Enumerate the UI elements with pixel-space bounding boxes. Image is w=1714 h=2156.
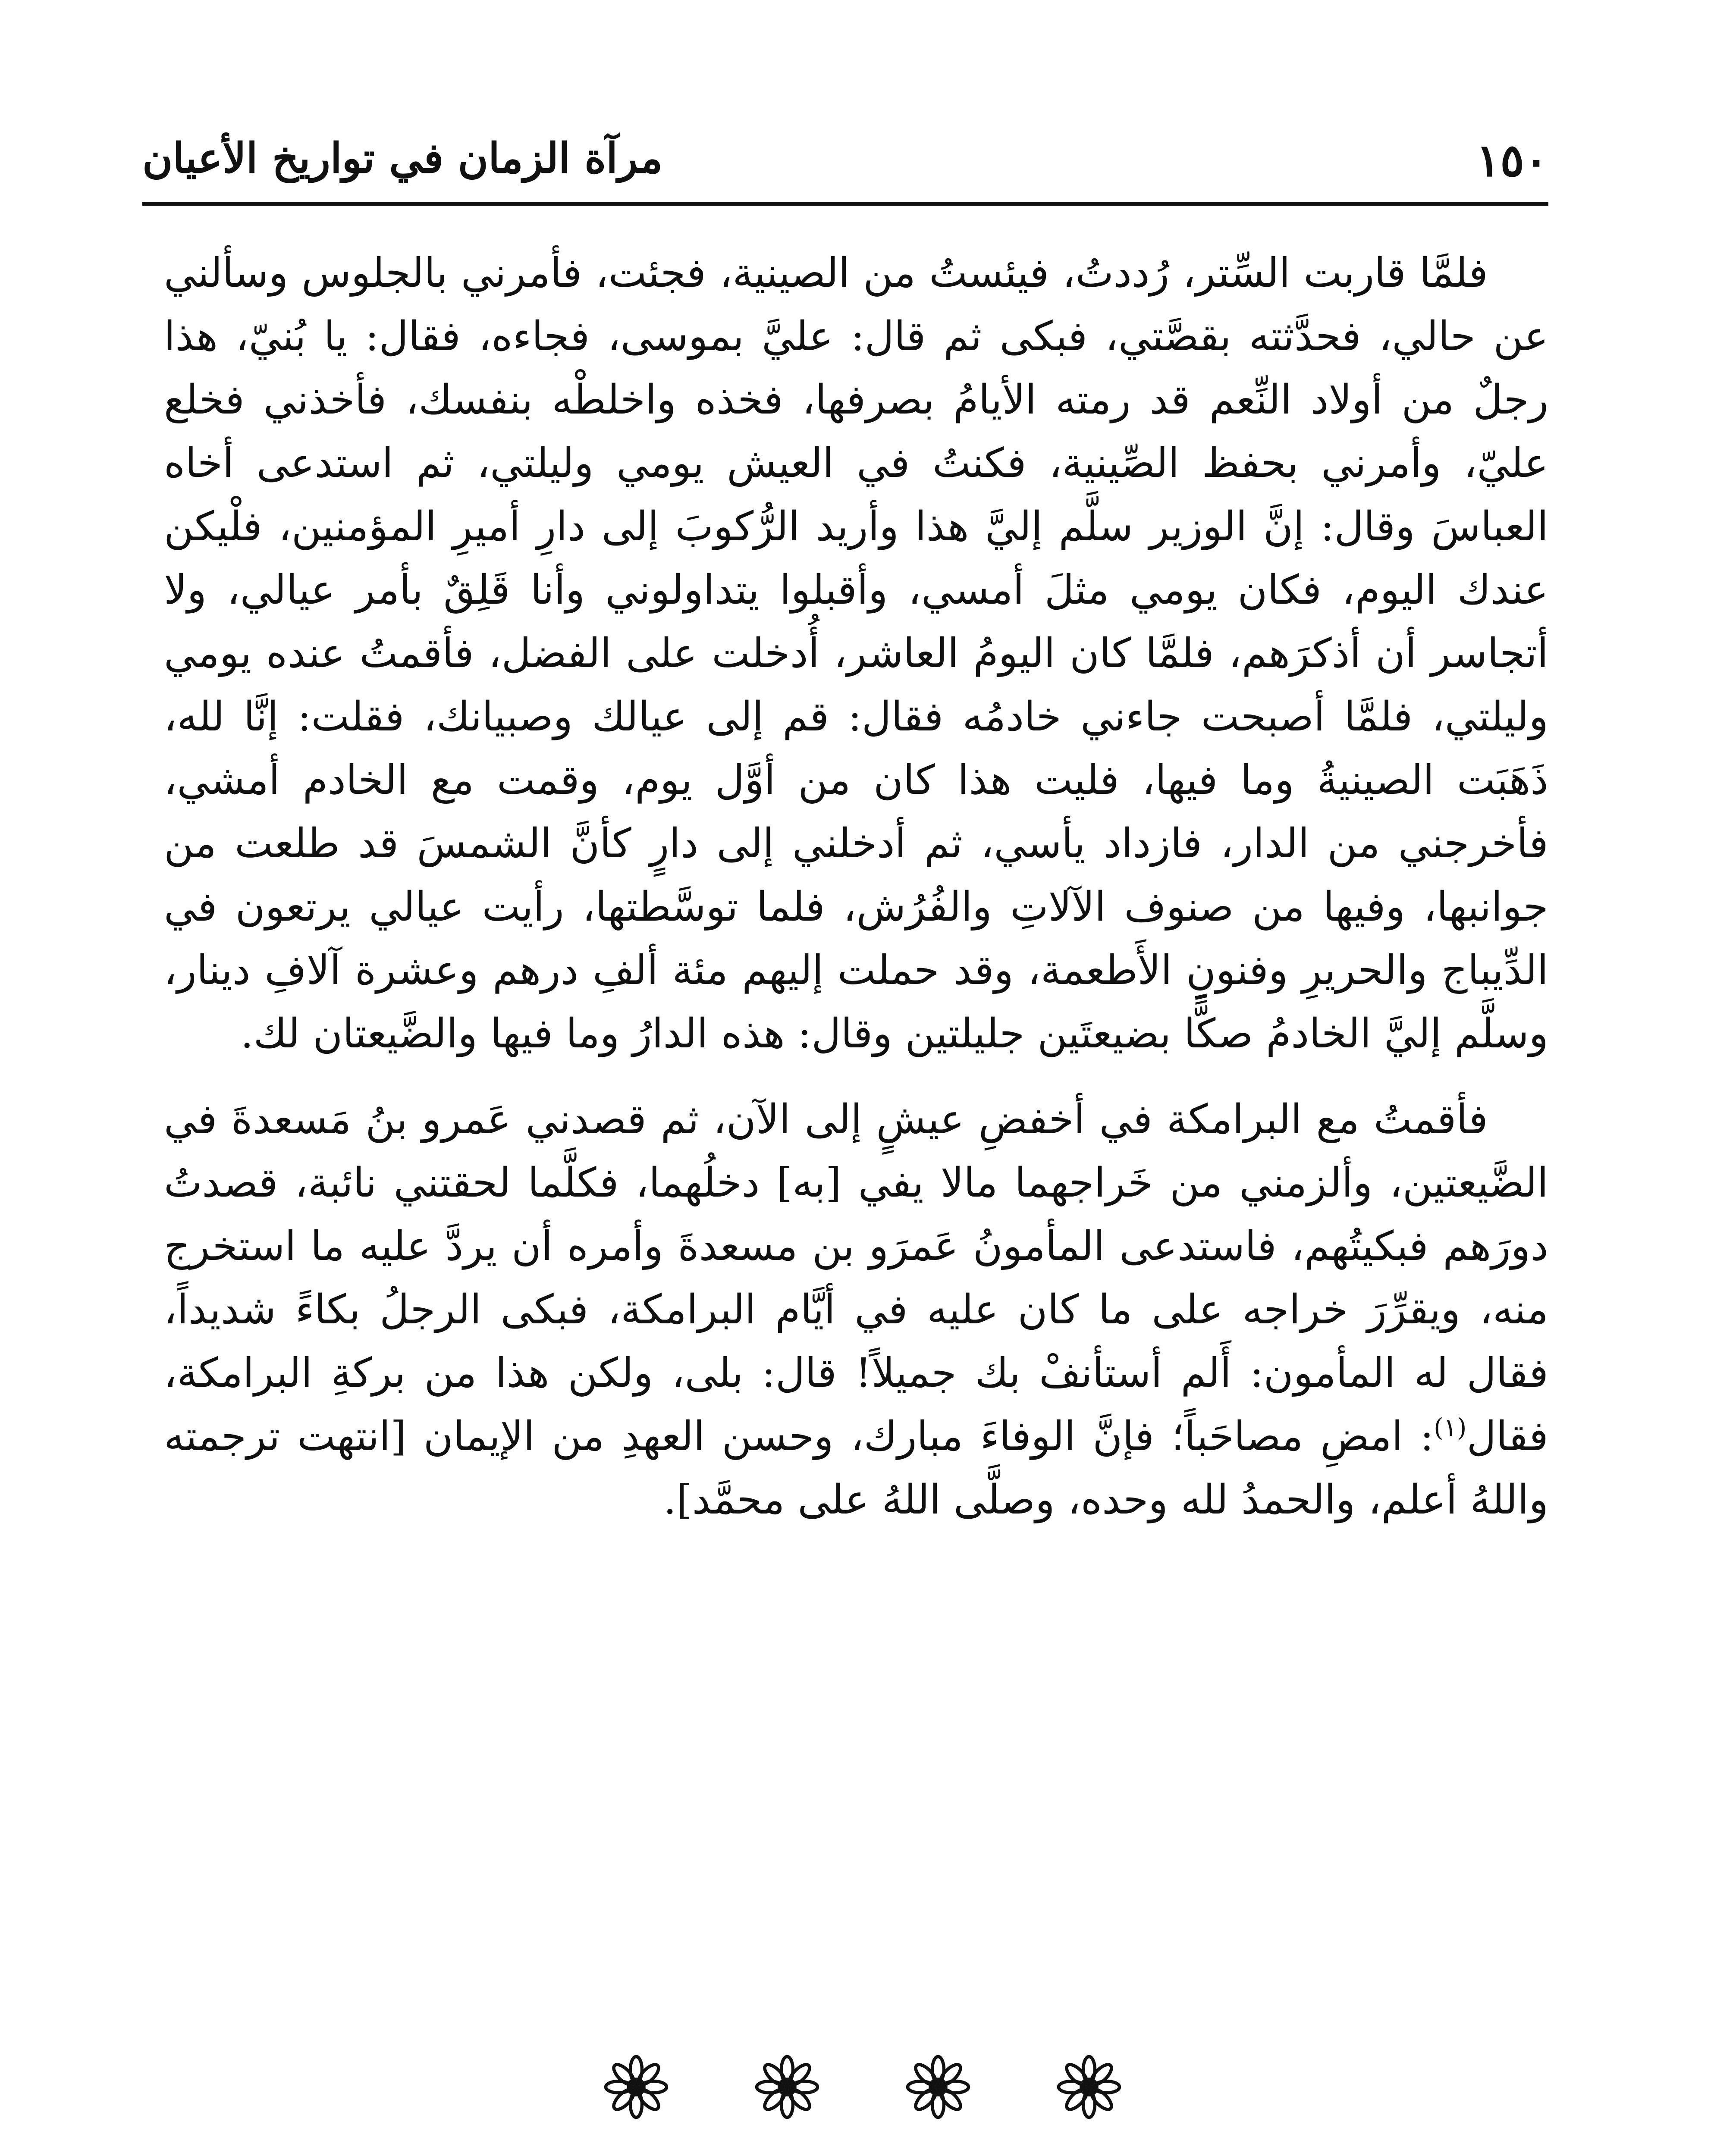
paragraph-2-text: فأقمتُ مع البرامكة في أخفضِ عيشٍ إلى الآن، ثم قصدني عَمرو بنُ مَسعدةَ في الضَّيعتين، وألزمني من خَراجهما مالا يفي [به] دخلُهما، فكلَّما لحقتني نائبة، قصدتُ دورَهم فبكيتُهم، فاستدعى المأمونُ عَمرَو بن مسعدةَ وأمره أن يردَّ عليه ما استخرج منه، ويقرِّرَ خراجه على ما كان عليه في أيَّام البرامكة، فبكى الرجلُ بكاءً شديداً، فقال له المأمون: أَلم أستأنفْ بك جميلاً! قال: بلى، ولكن هذا من بركةِ البرامكة، فقال	[164, 1096, 1548, 1460]
paragraph-2-closing: : امضِ مصاحَباً؛ فإنَّ الوفاءَ مبارك، وحسن العهدِ من الإيمان [انتهت ترجمته واللهُ أعلم، والحمدُ لله وحده، وصلَّى اللهُ على محمَّد].	[164, 1413, 1548, 1523]
page-number: ١٥٠	[1476, 134, 1548, 187]
running-title: مرآة الزمان في تواريخ الأعيان	[142, 134, 663, 182]
paragraph-2	[164, 1088, 1548, 1532]
floral-star-ornament-icon	[604, 2055, 669, 2119]
floral-star-ornament-icon	[906, 2055, 970, 2119]
section-divider-ornaments	[604, 2053, 1121, 2122]
floral-star-ornament-icon	[755, 2055, 819, 2119]
floral-star-ornament-icon	[1057, 2055, 1121, 2119]
paragraph-1: فلمَّا قاربت السِّتر، رُددتُ، فيئستُ من الصينية، فجئت، فأمرني بالجلوس وسألني عن حالي، فحدَّثته بقصَّتي، فبكى ثم قال: عليَّ بموسى، فجاءه، فقال: يا بُنيّ، هذا رجلٌ من أولاد النِّعم قد رمته الأيامُ بصرفها، فخذه واخلطْه بنفسك، فأخذني فخلع عليّ، وأمرني بحفظ الصِّينية، فكنتُ في العيش يومي وليلتي، ثم استدعى أخاه العباسَ وقال: إنَّ الوزير سلَّم إليَّ هذا وأريد الرُّكوبَ إلى دارِ أميرِ المؤمنين، فلْيكن عندك اليوم، فكان يومي مثلَ أمسي، وأقبلوا يتداولوني وأنا قَلِقٌ بأمر عيالي، ولا أتجاسر أن أذكرَهم، فلمَّا كان اليومُ العاشر، أُدخلت على الفضل، فأقمتُ عنده يومي وليلتي، فلمَّا أصبحت جاءني خادمُه فقال: قم إلى عيالك وصبيانك، فقلت: إنَّا لله، ذَهَبَت الصينيةُ وما فيها، فليت هذا كان من أوَّل يوم، وقمت مع الخادم أمشي، فأخرجني من الدار، فازداد يأسي، ثم أدخلني إلى دارٍ كأنَّ الشمسَ قد طلعت من جوانبها، وفيها من صنوف الآلاتِ والفُرُش، فلما توسَّطتها، رأيت عيالي يرتعون في الدِّيباج والحريرِ وفنونِ الأَطعمة، وقد حملت إليهم مئة ألفِ درهم وعشرة آلافِ دينار، وسلَّم إليَّ الخادمُ صكًّا بضيعتَين جليلتين وقال: هذه الدارُ وما فيها والضَّيعتان لك.	[164, 250, 1548, 1057]
footnote-reference: (١)	[1434, 1413, 1467, 1442]
main-text	[164, 241, 1548, 1532]
page-header	[142, 129, 1548, 194]
header-rule	[142, 202, 1548, 206]
